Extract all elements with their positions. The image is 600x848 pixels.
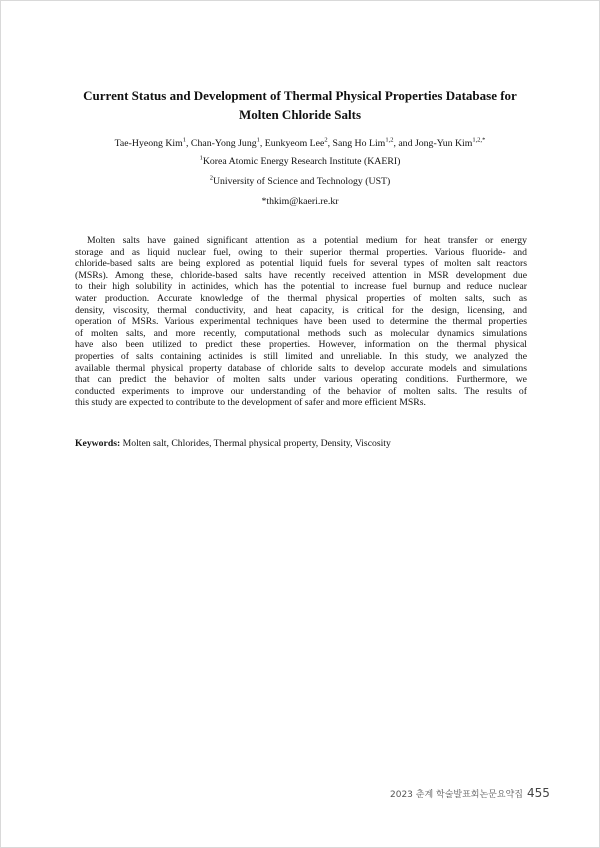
abstract-line: of molten salts, and more recently, computational methods such as molecular dynamics simulations	[75, 327, 527, 339]
author-name: Jong-Yun Kim	[414, 138, 473, 149]
affiliation-mark: 1	[199, 154, 203, 162]
author-name: Chan-Yong Jung	[190, 138, 257, 149]
affiliation-text: Korea Atomic Energy Research Institute (KAERI)	[202, 156, 401, 167]
abstract-line: density, viscosity, thermal conductivity, and heat capacity, is critical for the design, licensing, and	[75, 304, 527, 316]
keywords-label: Keywords:	[75, 438, 121, 449]
corresponding-email[interactable]: *thkim@kaeri.re.kr	[261, 196, 339, 207]
author-separator: ,	[327, 138, 333, 149]
affiliation-text: University of Science and Technology (UST)	[212, 176, 391, 187]
page-footer	[390, 786, 550, 800]
author-affil-mark: 1,2	[385, 136, 394, 144]
footer-proceedings: 2023 춘계 학술발표회논문요약집	[390, 790, 523, 800]
author-affil-mark: 1	[256, 136, 260, 144]
abstract-line: that can predict the behavior of molten salts under various operating conditions. Furthermore, we	[75, 374, 527, 386]
abstract-line: to their high solubility in actinides, which has the potential to increase fuel burnup and reduce nuclear	[75, 281, 527, 293]
title-line: Molten Chloride Salts	[238, 107, 362, 122]
affiliation-2	[40, 175, 560, 189]
author-separator: ,	[259, 138, 265, 149]
abstract-line: operation of MSRs. Various experimental techniques have been used to determine the thermal properties	[75, 316, 527, 328]
author-name: Eunkyeom Lee	[264, 138, 325, 149]
author-affil-mark: 1	[182, 136, 187, 144]
abstract-line: chloride-based salts are being explored as potential liquid fuels for several types of molten salt reactors	[75, 258, 527, 270]
affiliation-1	[40, 155, 560, 169]
author-separator: , and	[393, 138, 415, 149]
abstract-line: water production. Accurate knowledge of the thermal physical properties of molten salts, such as	[75, 292, 527, 304]
author-list	[40, 137, 560, 151]
author-name: Sang Ho Lim	[332, 138, 386, 149]
abstract-line: (MSRs). Among these, chloride-based salts have recently received attention in MSR development due	[75, 269, 527, 281]
page-number: 455	[526, 786, 550, 800]
abstract-line: available thermal physical property database of chloride salts to develop accurate models and simulations	[75, 362, 527, 374]
abstract-line: this study are expected to contribute to the development of safer and more efficient MSRs.	[75, 397, 426, 409]
abstract-paragraph	[75, 235, 527, 409]
abstract-line: Molten salts have gained significant attention as a potential medium for heat transfer or energy	[87, 235, 527, 246]
keywords	[75, 438, 535, 450]
title-line: Current Status and Development of Thermal Physical Properties Database for	[83, 88, 517, 103]
affiliation-mark: 2	[209, 174, 213, 182]
author-affil-mark: 1,2,*	[472, 136, 486, 144]
author-separator: ,	[186, 138, 191, 149]
abstract-line: have also been utilized to predict these properties. However, information on the thermal physical	[75, 339, 527, 351]
abstract-line: conducted experiments to improve our understanding of the behavior of molten salts. The results of	[75, 385, 527, 397]
author-affil-mark: 2	[324, 136, 328, 144]
paper-title	[60, 86, 540, 124]
abstract-line: properties of salts containing actinides is still limited and unreliable. In this study, we analyzed the	[75, 350, 527, 362]
abstract-line: storage and as liquid nuclear fuel, owing to their superior thermal properties. Various fluoride- and	[75, 246, 527, 258]
keywords-text: Molten salt, Chlorides, Thermal physical property, Density, Viscosity	[120, 438, 391, 449]
author-name: Tae-Hyeong Kim	[114, 138, 183, 149]
